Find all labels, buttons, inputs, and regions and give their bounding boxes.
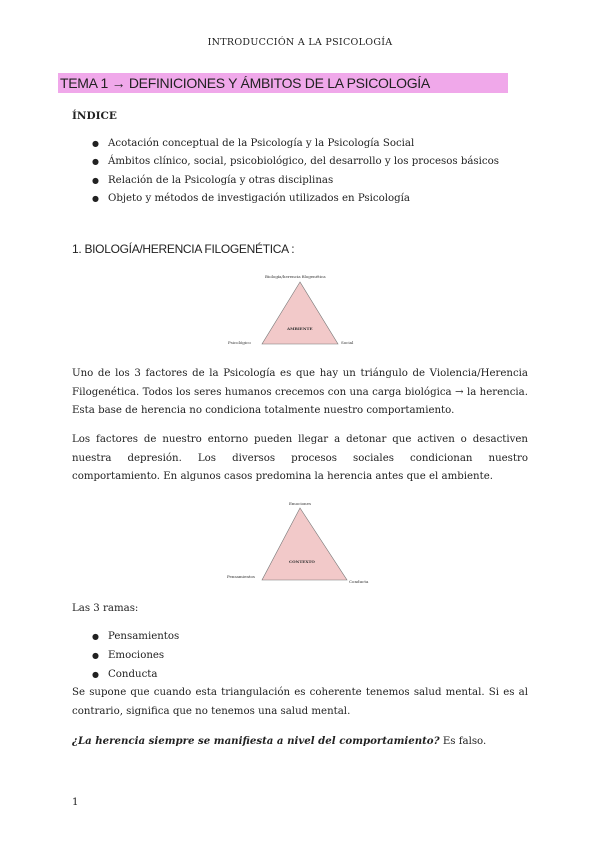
- item-text: Acotación conceptual de la Psicología y la Psicología Social: [108, 138, 415, 149]
- page-number: 1: [72, 797, 79, 808]
- diagram-center-label: CONTEXTO: [289, 559, 315, 564]
- paragraph: Los factores de nuestro entorno pueden llegar a detonar que activen o desactiven nuestra depresión. Los diversos procesos sociales condicionan nuestro comportamiento. En algunos casos predomina la herencia antes que el ambiente.: [72, 434, 528, 482]
- question: ¿La herencia siempre se manifiesta a nivel del comportamiento?: [72, 735, 440, 747]
- list-item: ● Relación de la Psicología y otras disciplinas: [92, 175, 334, 186]
- item-text: Pensamientos: [108, 631, 180, 642]
- diagram-label: Social: [341, 340, 354, 345]
- diagram-label: Pensamientos: [227, 574, 255, 579]
- diagram-label: Conducta: [349, 579, 369, 584]
- section-heading: 1. BIOLOGÍA/HERENCIA FILOGENÉTICA :: [72, 242, 295, 256]
- item-text: Ámbitos clínico, social, psicobiológico, del desarrollo y los procesos básicos: [108, 156, 499, 167]
- list-item: ● Ámbitos clínico, social, psicobiológico, del desarrollo y los procesos básicos: [92, 156, 499, 167]
- running-header: INTRODUCCIÓN A LA PSICOLOGÍA: [207, 37, 393, 48]
- item-text: Emociones: [108, 650, 165, 661]
- list-item: ● Pensamientos: [92, 631, 180, 642]
- index-heading: ÍNDICE: [72, 110, 117, 122]
- diagram-center-label: AMBIENTE: [287, 326, 313, 331]
- paragraph: Uno de los 3 factores de la Psicología es que hay un triángulo de Violencia/Herencia Filogenética. Todos los seres humanos crecemos con una carga biológica → la herencia. Esta base de herencia no condiciona totalmente nuestro comportamiento.: [72, 368, 528, 416]
- question-line: [72, 735, 486, 747]
- list-item: ● Conducta: [92, 669, 158, 680]
- answer: Es falso.: [439, 736, 487, 747]
- paragraph: Las 3 ramas:: [72, 603, 139, 614]
- triangle-diagram-ambiente: [225, 274, 375, 349]
- item-text: Relación de la Psicología y otras disciplinas: [108, 175, 334, 186]
- triangle-diagram-contexto: [225, 500, 375, 585]
- diagram-label: Biología/herencia filogenética: [265, 274, 326, 279]
- paragraph: Se supone que cuando esta triangulación es coherente tenemos salud mental. Si es al contrario, significa que no tenemos una salud mental.: [72, 687, 528, 717]
- item-text: Objeto y métodos de investigación utilizados en Psicología: [108, 193, 410, 204]
- diagram-label: Emociones: [289, 501, 312, 506]
- list-item: ● Acotación conceptual de la Psicología y la Psicología Social: [92, 138, 415, 149]
- list-item: ● Emociones: [92, 650, 165, 661]
- item-text: Conducta: [108, 669, 158, 680]
- chapter-title: TEMA 1 → DEFINICIONES Y ÁMBITOS DE LA PSICOLOGÍA: [58, 73, 508, 93]
- list-item: ● Objeto y métodos de investigación utilizados en Psicología: [92, 193, 410, 204]
- diagram-label: Psicológico: [228, 340, 251, 345]
